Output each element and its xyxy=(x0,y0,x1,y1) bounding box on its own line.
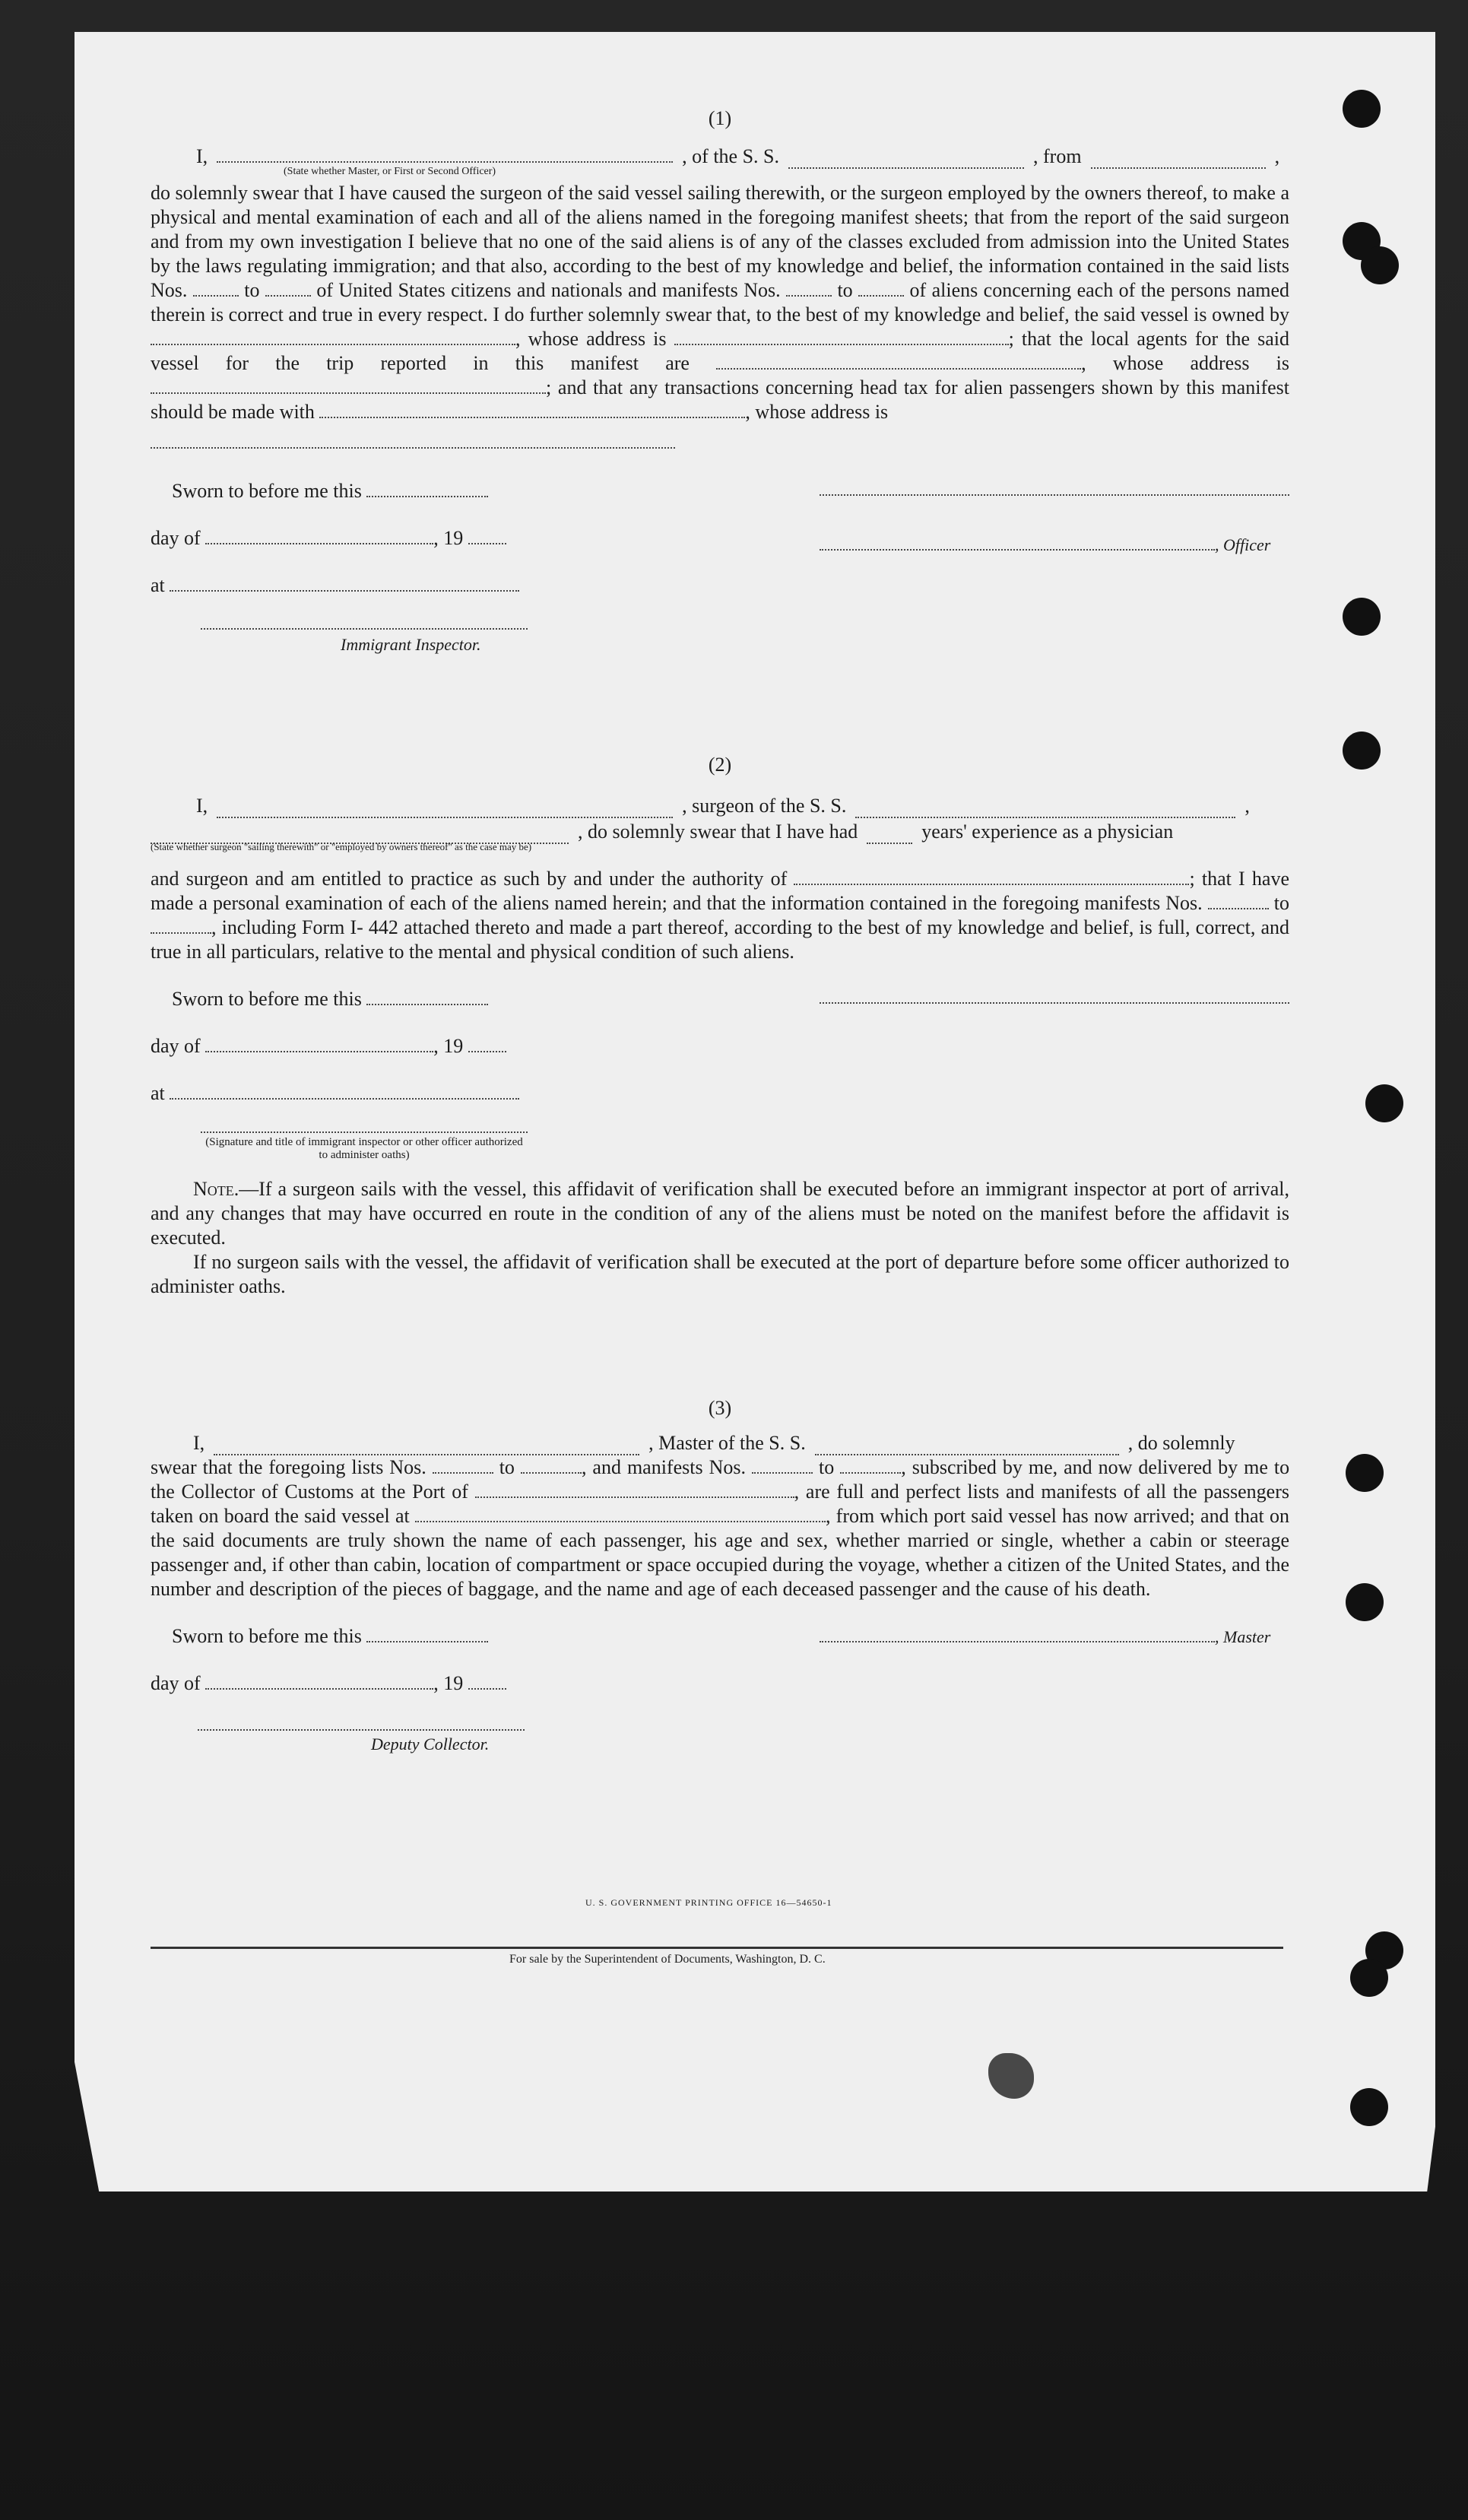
surgeon-manifests-to-field[interactable] xyxy=(151,916,211,934)
at-label: at xyxy=(151,574,165,596)
sworn-day-field[interactable] xyxy=(366,479,488,497)
oath-text: whose address is xyxy=(1112,352,1289,374)
oath-text: , do solemnly xyxy=(1127,1432,1235,1454)
year-label: , 19 xyxy=(433,1035,464,1057)
oath-text: of United States citizens and nationals and manifests Nos. xyxy=(316,279,781,301)
collector-caption: Deputy Collector. xyxy=(371,1734,490,1754)
head-tax-address-field[interactable] xyxy=(151,430,675,449)
note-paragraph xyxy=(151,1177,1289,1250)
master-ship-label: , Master of the S. S. xyxy=(648,1432,806,1454)
sworn-day-field[interactable] xyxy=(366,987,488,1005)
at-label: at xyxy=(151,1082,165,1104)
sworn-label: Sworn to before me this xyxy=(172,480,362,502)
port-field[interactable] xyxy=(475,1480,794,1498)
ship-name-field[interactable] xyxy=(788,151,1024,169)
jurat-1 xyxy=(151,471,1289,662)
year-label: , 19 xyxy=(433,1672,464,1694)
owner-field[interactable] xyxy=(151,327,515,345)
oath-paragraph-1: do solemnly swear that I have caused the surgeon of the said vessel sailing therewith, or the surgeon employed by the owners thereof, to make a physical and mental examination of each and all of the aliens named in the foregoing manifest sheets; that from the report of the said surgeon and from my own investigation I believe that no one of the said aliens is of any of the classes excluded from admission into the United States by the laws regulating immigration; and that also, according to the best of my knowledge and belief, the information contained in the said lists Nos. to of United States citizens and nationals and manifests Nos. to of aliens concerning each of the persons named therein is correct and true in every respect. I do further solemnly swear that, to the best of my knowledge and belief, the said vessel is owned by , whose address is ; that the local agents for the said vessel for the trip reported in this manifest are , whose address is ; and that any transactions concerning head tax for alien passengers shown by this manifest should be made with , whose address is xyxy=(151,182,1290,423)
punch-hole xyxy=(1365,1084,1403,1122)
master-name-field[interactable] xyxy=(214,1437,639,1455)
officer-rank-hint: (State whether Master, or First or Second Officer) xyxy=(284,166,496,177)
jurat-3 xyxy=(151,1617,1289,1769)
pronoun-label: I, xyxy=(193,1432,205,1454)
note-label: Note. xyxy=(193,1178,239,1200)
section-3 xyxy=(151,1396,1289,1769)
affidavit-form xyxy=(151,106,1289,1769)
oath-text: of aliens concerning each of the persons named therein is correct and true in every respect. I do further solemnly swear that, to the best of my knowledge and belief, the said vessel is owned by xyxy=(151,279,1290,325)
oath-text: , from which port said vessel has now arrived; and that on the said documents are truly shown the name of each passenger, his age and sex, whether married or single, whether a cabin or steerage passenger and, if other than cabin, location of compartment or space occupied during the voyage, whether a citizen of the United States, and the number and description of the pieces of baggage, and the name and age of each deceased passenger and the cause of his death. xyxy=(151,1505,1289,1600)
section-1: (1) I, , of the S. S. , from , (State whether Master, or First or Second Officer) do solemnly swear that I have caused the surgeon of the said vessel sailing therewith, or the surgeon employed by the owners thereof, to make a physical and mental examination of each and all of the aliens named in the foregoing manifest sheets; that from the report of the said surgeon and from my own investigation I believe that no one of the said aliens is of any of the classes excluded from admission into the United States by the laws regulating immigration; and that also, according to the best of my knowledge and belief, the information contained in the said lists Nos. to of United States citizens and nationals and manifests Nos. to of aliens concerning each of the persons named therein is correct and true in every respect. I do further solemnly swear that, to the best of my knowledge and belief, the said vessel is owned by , whose address is ; that the local agents for the said vessel for the trip reported in this manifest are , whose address is ; and that any transactions concerning head tax for alien passengers shown by this manifest should be made with , whose address is Sworn to before me this day of , 19 at , Officer Immigrant Inspector. xyxy=(151,106,1289,662)
oath-text: do solemnly swear that I have caused the surgeon of the said vessel sailing therewith, or the surgeon employed by the owners thereof, to make a physical and mental examination of each and all of the aliens named in the foregoing manifest sheets; that from the report of the said surgeon and from my own investigation I believe that no one of the said aliens is of any of the classes excluded from admission into the United States by the laws regulating immigration; and that also, according to the best of my knowledge and belief, the information contained in the said lists Nos. xyxy=(151,182,1289,301)
sworn-year-field[interactable] xyxy=(468,526,506,544)
sworn-year-field[interactable] xyxy=(468,1034,506,1052)
oath-text: , do solemnly swear that I have had xyxy=(578,820,858,843)
inspector-signature-line[interactable] xyxy=(201,1131,528,1133)
surgeon-name-field[interactable] xyxy=(217,800,673,818)
note-text: —If a surgeon sails with the vessel, this affidavit of verification shall be executed before an immigrant inspector at port of arrival, and any changes that may have occurred en route in the condition of any of the aliens must be noted on the manifest before the affidavit is executed. xyxy=(151,1178,1289,1249)
day-of-label: day of xyxy=(151,527,201,549)
day-of-label: day of xyxy=(151,1035,201,1057)
from-label: , from xyxy=(1033,145,1082,167)
punch-hole xyxy=(1343,90,1381,128)
day-of-label: day of xyxy=(151,1672,201,1694)
years-experience-field[interactable] xyxy=(867,826,912,844)
sworn-label: Sworn to before me this xyxy=(172,988,362,1010)
pronoun-label: I, xyxy=(196,145,208,167)
section-2: (2) I, , surgeon of the S. S. , , do solemnly swear that I have had years' experience as a physician (State whether surgeon "sailing therewith" or "employed by owners thereof" as the case may be) and surgeon and am entitled to practice as such by and under the authority of ; that I have made a personal examination of each of the aliens named herein; and that the information contained in the foregoing manifests Nos. to , including Form I- 442 attached thereto and made a part thereof, according to the best of my knowledge and belief, is full, correct, and true in all particulars, relative to the mental and physical condition of such aliens. Sworn to before me this day of , 19 at (Signature and title of immigrant inspector or other officer authorized to administer oaths) Note.—If a surgeon sails with the vessel, this affidavit of verification shall be executed before an immigrant inspector at port of arrival, and any changes that may have occurred en route in the condition of any of the aliens must be noted on the manifest before the affidavit is executed. If no surgeon sails with the vessel, the affidavit of verification shall be executed at the port of departure before some officer authorized to administer oaths. xyxy=(151,754,1290,1297)
oath-text: ; and that any transactions concerning head tax for alien passengers shown by this manifest should be made with xyxy=(151,376,1289,423)
punch-hole xyxy=(1343,598,1381,636)
master-ship-field[interactable] xyxy=(815,1437,1119,1455)
section-number: (1) xyxy=(708,107,732,129)
to-label: to xyxy=(1273,892,1290,914)
punch-hole xyxy=(1350,2088,1388,2126)
to-label: to xyxy=(837,279,853,301)
to-label: to xyxy=(818,1456,835,1478)
agents-field[interactable] xyxy=(716,351,1081,370)
oath-paragraph-3 xyxy=(151,1455,1289,1601)
surgeon-ship-field[interactable] xyxy=(855,800,1235,818)
punch-hole xyxy=(1346,1583,1384,1621)
officer-signature-field[interactable] xyxy=(820,532,1215,551)
officer-caption: , Officer xyxy=(1215,535,1271,554)
owner-address-field[interactable] xyxy=(674,327,1009,345)
punch-hole xyxy=(1346,1454,1384,1492)
inspector-signature-line[interactable] xyxy=(201,628,528,630)
note-text-2: If no surgeon sails with the vessel, the affidavit of verification shall be executed at the port of departure before some officer authorized to administer oaths. xyxy=(151,1251,1289,1297)
oath-text: that I have made a personal examination of each of the aliens named herein; and that the information contained in the foregoing manifests Nos. xyxy=(151,868,1289,914)
head-tax-party-field[interactable] xyxy=(319,400,745,418)
oath-text: , whose address is xyxy=(515,328,667,350)
pronoun-label: I, xyxy=(196,795,208,817)
footer-divider xyxy=(151,1947,1283,1949)
sworn-place-field[interactable] xyxy=(170,1081,519,1100)
oath-text: , whose address is xyxy=(745,401,889,423)
to-label: to xyxy=(244,279,260,301)
from-port-field[interactable] xyxy=(1091,151,1266,169)
ship-label: , of the S. S. xyxy=(682,145,780,167)
punch-hole xyxy=(1343,732,1381,770)
jurat-2 xyxy=(151,979,1289,1185)
manifests-from-field[interactable] xyxy=(786,278,832,297)
to-label: to xyxy=(499,1456,515,1478)
officer-signature-line[interactable] xyxy=(820,494,1289,496)
collector-signature-line[interactable] xyxy=(198,1729,525,1731)
oath-text: and surgeon and am entitled to practice as such by and under the authority of xyxy=(151,868,788,890)
master-lists-to-field[interactable] xyxy=(521,1455,582,1474)
embark-port-field[interactable] xyxy=(415,1504,826,1522)
for-sale-notice: For sale by the Superintendent of Documents, Washington, D. C. xyxy=(509,1953,826,1966)
master-lists-from-field[interactable] xyxy=(433,1455,493,1474)
lists-to-field[interactable] xyxy=(265,278,311,297)
surgeon-ship-label: , surgeon of the S. S. xyxy=(682,795,847,817)
lists-from-field[interactable] xyxy=(193,278,239,297)
master-manifests-from-field[interactable] xyxy=(752,1455,813,1474)
printer-imprint: U. S. GOVERNMENT PRINTING OFFICE 16—54650-1 xyxy=(585,1897,832,1908)
oath-text: years' experience as a physician xyxy=(921,820,1174,843)
oath-text: that the local agents for the said vessel for the trip reported in this manifest are xyxy=(151,328,1289,374)
inspector-caption: Immigrant Inspector. xyxy=(341,635,481,654)
oath-text: , including Form I- 442 attached thereto and made a part thereof, according to the best of my knowledge and belief, is full, correct, and true in all particulars, relative to the mental and physical condition of such aliens. xyxy=(151,916,1289,963)
sworn-day-field[interactable] xyxy=(366,1624,488,1642)
agents-address-field[interactable] xyxy=(151,376,546,394)
surgeon-status-hint: (State whether surgeon "sailing therewith" or "employed by owners thereof" as the case may be) xyxy=(151,841,532,852)
master-manifests-to-field[interactable] xyxy=(840,1455,901,1474)
oath-text: , subscribed by me, and now delivered by me to the Collector of Customs at the Port of xyxy=(151,1456,1290,1503)
inspector-caption: (Signature and title of immigrant inspector or other officer authorized to administer oaths) xyxy=(205,1136,523,1161)
sworn-place-field[interactable] xyxy=(170,573,519,592)
sworn-month-field[interactable] xyxy=(205,1034,433,1052)
authority-field[interactable] xyxy=(794,867,1189,885)
master-signature-field[interactable] xyxy=(820,1624,1215,1642)
section-number: (3) xyxy=(708,1397,732,1419)
surgeon-signature-line[interactable] xyxy=(820,1002,1289,1004)
year-label: , 19 xyxy=(433,527,464,549)
sworn-year-field[interactable] xyxy=(468,1671,506,1690)
sworn-label: Sworn to before me this xyxy=(172,1625,362,1647)
oath-text: swear that the foregoing lists Nos. xyxy=(151,1456,426,1478)
punch-hole xyxy=(1350,1959,1388,1997)
section-number: (2) xyxy=(708,754,732,776)
master-caption: , Master xyxy=(1215,1627,1271,1646)
oath-paragraph-2: and surgeon and am entitled to practice as such by and under the authority of ; that I have made a personal examination of each of the aliens named herein; and that the information contained in the foregoing manifests Nos. to , including Form I- 442 attached thereto and made a part thereof, according to the best of my knowledge and belief, is full, correct, and true in all particulars, relative to the mental and physical condition of such aliens. xyxy=(151,868,1290,963)
manifests-to-field[interactable] xyxy=(858,278,904,297)
sworn-month-field[interactable] xyxy=(205,1671,433,1690)
punch-hole xyxy=(1361,246,1399,284)
sworn-month-field[interactable] xyxy=(205,526,433,544)
oath-text: , and manifests Nos. xyxy=(581,1456,746,1478)
oath-text: , are full and perfect lists and manifests of all the passengers taken on board the said vessel at xyxy=(151,1481,1290,1527)
officer-name-field[interactable] xyxy=(217,144,673,163)
surgeon-manifests-from-field[interactable] xyxy=(1208,891,1269,909)
